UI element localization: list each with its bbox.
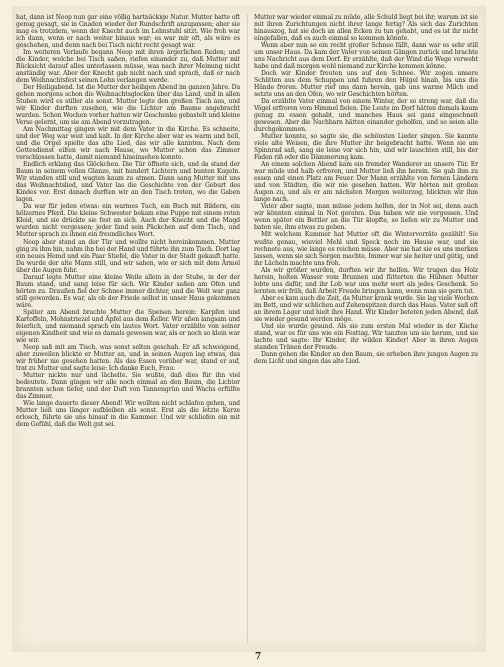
paragraph: Neop saß mit am Tisch, was sonst selten geschah. Er aß schweigend, aber zuweilen blickte er Mutter an, und in seinen Augen lag etwas, das wir früher nie gesehen hatten. Als das Essen vorüber war, stand er auf, trat zu Mutter und sagte leise: Ich danke Euch, Frau. (16, 343, 240, 372)
paragraph: Am Nachmittag gingen wir mit dem Vater in die Kirche. Es schneite, und der Weg war weit und kalt. In der Kirche aber war es warm und hell, und die Orgel spielte das alte Lied, das wir alle kannten. Nach dem Gottesdienst eilten wir nach Hause, wo Mutter schon das Zimmer verschlossen hatte, damit niemand hineinsehen konnte. (16, 126, 240, 162)
paragraph: Doch wir Kinder freuten uns auf den Schnee. Wir zogen unsere Schlitten aus dem Schuppen und fuhren den Hügel hinab, bis uns die Hände froren. Mutter rief uns dann herein, gab uns warme Milch und setzte uns an den Ofen, wo wir Geschichten hörten. (254, 70, 478, 99)
paragraph: Als wir größer wurden, durften wir ihr helfen. Wir trugen das Holz herein, holten Wasser vom Brunnen und fütterten die Hühner. Mutter lobte uns dafür, und ihr Lob war uns mehr wert als jedes Geschenk. So lernten wir früh, daß Arbeit Freude bringen kann, wenn man sie gern tut. (254, 266, 478, 295)
text-column-left (16, 14, 240, 646)
column-divider (247, 14, 248, 644)
text-column-right (254, 14, 478, 646)
paragraph: Mit welchem Kummer hat Mutter oft die Wintervorräte gezählt! Sie wußte genau, wieviel Mehl und Speck noch im Hause war, und sie rechnete aus, wie lange es reichen müsse. Aber nie hat sie es uns merken lassen, wenn sie sich Sorgen machte. Immer war sie heiter und gütig, und ihr Lächeln machte uns froh. (254, 231, 478, 267)
paragraph: Mutter war wieder einmal zu müde, alle Schuld liegt bei ihr; warum ist sie mit ihren Zurichtungen nicht ihrer lange fertig? Als sich das Zurichten hinauszog, hat sie doch an allen Ecken zu tun gehabt, und es ist ihr nicht eingefallen, daß es auch einmal so kommen könnte. (254, 14, 478, 43)
paragraph: Mutter konnte, so sagte sie, die schönsten Lieder singen. Sie kannte viele alte Weisen, die ihre Mutter ihr beigebracht hatte. Wenn sie am Spinnrad saß, sang sie leise vor sich hin, und wir lauschten still, bis der Faden riß oder die Dämmerung kam. (254, 133, 478, 162)
paragraph: Wenn aber nun so ein recht großer Schnee fällt, dann war es sehr still um unser Haus. Da kam der Vater von seinen Gängen zurück und brachte uns Nachricht aus dem Dorf. Er erzählte, daß der Wind die Wege verweht habe und daß morgen wohl niemand zur Kirche kommen könne. (254, 42, 478, 71)
paragraph: Dann gehen die Kinder an den Baum, sie erheben ihre jungen Augen zu dem Licht und singen das alte Lied. (254, 350, 478, 365)
paragraph: An einem solchen Abend kam ein fremder Wanderer an unsere Tür. Er war müde und halb erfroren, und Mutter ließ ihn herein. Sie gab ihm zu essen und einen Platz am Feuer. Der Mann erzählte von fernen Ländern und von Städten, die wir nie gesehen hatten. Wir hörten mit großen Augen zu, und als er am nächsten Morgen weiterzog, blickten wir ihm lange nach. (254, 161, 478, 204)
paragraph: Vater aber sagte, man müsse jedem helfen, der in Not sei, denn auch wir könnten einmal in Not geraten. Das haben wir nie vergessen. Und wenn später ein Bettler an die Tür klopfte, so liefen wir zu Mutter und baten sie, ihm etwas zu geben. (254, 203, 478, 232)
paragraph: Darauf legte Mutter eine kleine Weile allein in der Stube, in der der Baum stand, und sang leise für sich. Wir Kinder saßen am Ofen und hörten zu. Draußen fiel der Schnee immer dichter, und die Welt war ganz still geworden. Es war, als ob der Friede selbst in unser Haus gekommen wäre. (16, 273, 240, 309)
paragraph: Aber es kam auch die Zeit, da Mutter krank wurde. Sie lag viele Wochen im Bett, und wir schlichen auf Zehenspitzen durch das Haus. Vater saß oft an ihrem Lager und hielt ihre Hand. Wir Kinder beteten jeden Abend, daß sie wieder gesund werden möge. (254, 294, 478, 323)
magazine-page (12, 6, 486, 652)
paragraph: hat, dann ist Neop nun gar eine völlig hartnäckige Natur. Mutter hatte oft genug gesagt, sie in Gnaden wieder der Rundschrift anzupassen; aber sie mag es trotzdem, wenn der Knecht auch im Lehnstuhl sitzt. Wie froh war ich dann, wenn er nach weiter hinaus war; es war mir oft, als wäre es geschehen, und denn nach bei Tisch nicht recht gesagt war. (16, 14, 240, 50)
paragraph: Später am Abend brachte Mutter die Speisen herein: Karpfen und Kartoffeln, Mohnstriezel und Äpfel aus dem Keller. Wir aßen langsam und feierlich, und niemand sprach ein lautes Wort. Vater erzählte von seiner eigenen Kindheit und wie es damals gewesen war, als er noch so klein war wie wir. (16, 308, 240, 344)
paragraph: Und sie wurde gesund. Als sie zum ersten Mal wieder in der Küche stand, war es für uns wie ein Festtag. Wir tanzten um sie herum, und sie lachte und sagte: Ihr Kinder, ihr wilden Kinder! Aber in ihren Augen standen Tränen der Freude. (254, 322, 478, 351)
paragraph: Der Heiligabend. Ist die Mutter der heiligen Abend im ganzen Jahre. Da gehen morgens schon die Weihnachtsglocken über das Land, und in allen Stuben wird es stiller als sonst. Mutter legte den großen Tisch aus, und wir Kinder durften zusehen, wie die Lichter am Baume angebracht wurden. Schon Wochen vorher hatten wir Geschenke gebastelt und kleine Verse gelernt, um sie am Abend vorzutragen. (16, 84, 240, 127)
paragraph: Im weiteren Verlaufe begann Neop mit ihren ärgerlichen Reden; und die Kinder, welche bei Tisch saßen, riefen einander zu, daß Mutter mit Rücksicht darauf alles unterlassen müsse, was nach ihrer Meinung nicht anständig war. Aber der Knecht gab nicht nach und sprach, daß er nach dem Weihnachtsfest seinen Lohn verlangen werde. (16, 49, 240, 85)
paragraph: Endlich erklang das Glöckchen. Die Tür öffnete sich, und da stand der Baum in seinem vollen Glanze, mit hundert Lichtern und bunten Kugeln. Wir standen still und wagten kaum zu atmen. Dann sang Mutter mit uns das Weihnachtslied, und Vater las die Geschichte von der Geburt des Kindes vor. Erst danach durften wir an den Tisch treten, wo die Gaben lagen. (16, 161, 240, 204)
paragraph: Da erzählte Vater einmal von einem Winter, der so streng war, daß die Vögel erfroren vom Himmel fielen. Die Leute im Dorf hätten damals kaum genug zu essen gehabt, und manches Haus sei ganz eingeschneit gewesen. Aber die Nachbarn hätten einander geholfen, und so seien alle durchgekommen. (254, 98, 478, 134)
paragraph: Wie lange dauerte dieser Abend! Wir wollten nicht schlafen gehen, und Mutter ließ uns länger aufbleiben als sonst. Erst als die letzte Kerze erlosch, führte sie uns hinauf in die Kammer. Und wir schliefen ein mit dem Gefühl, daß die Welt gut sei. (16, 399, 240, 428)
page-number: 7 (255, 652, 262, 662)
paragraph: Mutter nickte nur und lächelte. Sie wußte, daß dies für ihn viel bedeutete. Dann gingen wir alle noch einmal an den Baum, die Lichter brannten schon tiefer, und der Duft von Tannengrün und Wachs erfüllte das Zimmer. (16, 371, 240, 400)
paragraph: Neop aber stand an der Tür und wollte nicht hereinkommen. Mutter ging zu ihm hin, nahm ihn bei der Hand und führte ihn zum Tisch. Dort lag ein neues Hemd und ein Paar Stiefel, die Vater in der Stadt gekauft hatte. Da wurde der alte Mann still, und wir sahen, wie er sich mit dem Ärmel über die Augen fuhr. (16, 238, 240, 274)
paragraph: Da war für jeden etwas: ein warmes Tuch, ein Buch mit Bildern, ein hölzernes Pferd. Die kleine Schwester bekam eine Puppe mit einem roten Kleid, und sie drückte sie fest an sich. Auch der Knecht und die Magd wurden nicht vergessen; jeder fand sein Päckchen auf dem Tisch, und Mutter sprach zu ihnen ein freundliches Wort. (16, 203, 240, 239)
